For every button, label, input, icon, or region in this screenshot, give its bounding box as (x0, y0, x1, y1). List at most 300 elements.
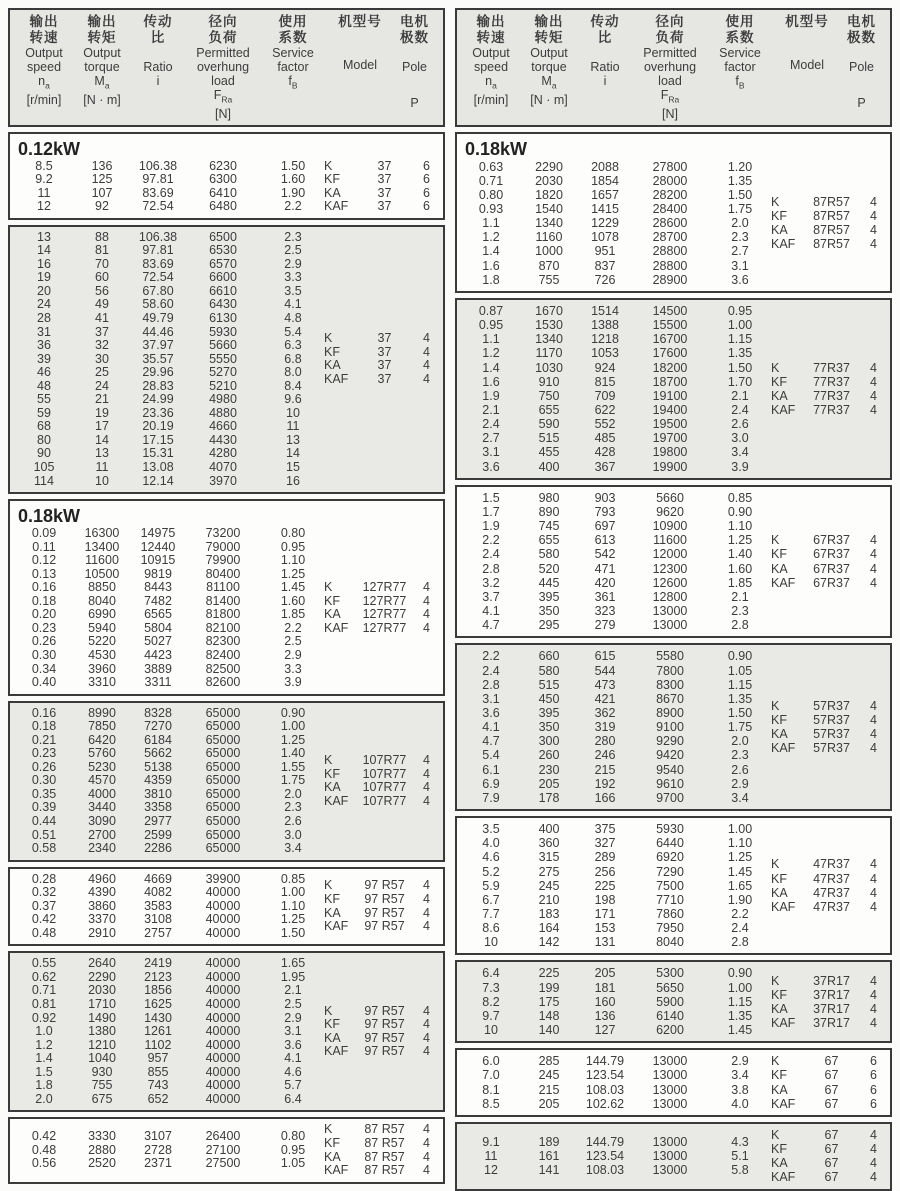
table-row (463, 216, 771, 230)
power-section-label: 0.12kW (18, 138, 81, 159)
service-factor: 1.25 (280, 732, 306, 747)
model-prefix: KA (324, 1149, 341, 1164)
output-speed: 9.1 (482, 1134, 500, 1149)
output-speed: 6.0 (482, 1054, 500, 1069)
service-factor: 10 (286, 405, 300, 420)
output-speed: 8.6 (482, 921, 500, 936)
header-col-model (324, 14, 396, 121)
model-code: 97 R57 (364, 1044, 405, 1059)
output-torque: 8850 (88, 580, 116, 595)
ratio: 924 (594, 360, 616, 375)
output-speed: 2.2 (482, 533, 500, 548)
ratio: 2728 (144, 1142, 172, 1157)
model-prefix: K (771, 973, 780, 988)
model-code: 87 R57 (364, 1163, 405, 1178)
overhung-load: 5550 (209, 351, 237, 366)
overhung-load: 7800 (656, 663, 684, 678)
service-factor: 1.60 (727, 561, 753, 576)
table-row (463, 460, 771, 474)
model-prefix: K (771, 698, 780, 713)
header-label-zh: 机型号 (785, 14, 829, 29)
header-label-zh: 电机 (847, 14, 876, 29)
output-speed: 46 (37, 365, 51, 380)
pole-count: 4 (423, 607, 430, 622)
model-code: 87R57 (813, 209, 850, 224)
model-prefix: KAF (324, 620, 349, 635)
output-speed: 28 (37, 310, 51, 325)
output-torque: 136 (91, 158, 113, 173)
column-header (8, 8, 445, 127)
output-torque: 11 (95, 459, 109, 474)
output-torque: 660 (538, 649, 560, 664)
table-row (463, 361, 771, 375)
model-block (771, 857, 880, 914)
model-code: 77R37 (813, 360, 850, 375)
header-label-zh: 传动 (590, 14, 620, 29)
ratio: 225 (594, 878, 616, 893)
header-label-zh: 传动 (143, 14, 173, 29)
ratio: 279 (594, 618, 616, 633)
pole-count: 4 (870, 561, 877, 576)
overhung-load: 6140 (656, 1008, 684, 1023)
model-prefix: KA (324, 905, 341, 920)
ratio: 485 (594, 431, 616, 446)
service-factor: 5.1 (731, 1149, 749, 1164)
output-torque: 1670 (535, 303, 563, 318)
model-row (324, 879, 433, 893)
overhung-load: 6440 (656, 836, 684, 851)
model-code: 67R37 (813, 561, 850, 576)
service-factor: 8.0 (284, 365, 302, 380)
overhung-load: 65000 (205, 773, 241, 788)
output-torque: 92 (95, 199, 109, 214)
output-torque: 3370 (88, 912, 116, 927)
output-speed: 0.71 (31, 983, 57, 998)
output-torque: 4570 (88, 773, 116, 788)
overhung-load: 40000 (205, 898, 241, 913)
ratio: 83.69 (142, 185, 174, 200)
overhung-load: 65000 (205, 786, 241, 801)
header-col-output-speed (463, 14, 519, 121)
output-torque: 4960 (88, 871, 116, 886)
ratio: 2088 (591, 159, 619, 174)
model-code: 87R57 (813, 223, 850, 238)
output-speed: 4.1 (482, 720, 500, 735)
model-block (324, 581, 433, 635)
service-factor: 3.3 (284, 270, 302, 285)
output-torque: 580 (538, 547, 560, 562)
output-torque: 3960 (88, 661, 116, 676)
pole-count: 4 (870, 1156, 877, 1171)
output-torque: 870 (538, 258, 560, 273)
model-row (324, 608, 433, 622)
service-factor: 1.45 (727, 864, 753, 879)
service-factor: 3.4 (731, 1068, 749, 1083)
header-col-service-factor (262, 14, 324, 121)
table-row (16, 420, 324, 434)
output-torque: 4000 (88, 786, 116, 801)
output-speed: 3.1 (482, 445, 500, 460)
output-torque: 350 (538, 720, 560, 735)
output-speed: 7.3 (482, 980, 500, 995)
table-row (16, 461, 324, 475)
output-speed: 8.5 (482, 1096, 500, 1111)
output-torque: 285 (538, 1054, 560, 1069)
model-row (771, 533, 880, 547)
model-prefix: KAF (771, 1170, 796, 1185)
header-label-zh: 输出 (29, 14, 59, 29)
table-row (16, 815, 324, 829)
overhung-load: 40000 (205, 925, 241, 940)
model-code: 67 (824, 1054, 839, 1069)
model-block (771, 974, 880, 1031)
overhung-load: 4980 (209, 392, 237, 407)
output-torque: 1820 (535, 187, 563, 202)
service-factor: 1.10 (727, 836, 753, 851)
ratio: 4082 (144, 885, 172, 900)
header-symbol-sub: a (45, 80, 50, 91)
model-code: 87R57 (813, 237, 850, 252)
ratio: 375 (594, 822, 616, 837)
table-row (463, 562, 771, 576)
output-torque: 164 (538, 921, 560, 936)
output-torque: 7850 (88, 719, 116, 734)
model-row (771, 237, 880, 251)
output-speed: 0.95 (478, 318, 504, 333)
output-torque: 161 (538, 1149, 560, 1164)
header-label-en: overhung (643, 60, 697, 74)
service-factor: 4.1 (284, 1051, 302, 1066)
pole-count: 4 (423, 331, 430, 346)
ratio: 1102 (144, 1037, 172, 1052)
ratio: 192 (594, 776, 616, 791)
service-factor: 6.4 (284, 1091, 302, 1106)
output-speed: 0.26 (31, 759, 57, 774)
header-symbol: $M_a$ (94, 74, 110, 91)
output-torque: 13 (95, 446, 109, 461)
model-block (771, 533, 880, 590)
model-code: 87 R57 (364, 1122, 405, 1137)
table-row (16, 312, 324, 326)
header-label-en: Model (789, 58, 825, 72)
model-prefix: K (324, 1003, 333, 1018)
service-factor: 6.8 (284, 351, 302, 366)
model-row (324, 1164, 433, 1178)
output-torque: 2700 (88, 827, 116, 842)
table-row (16, 1066, 324, 1080)
overhung-load: 28900 (652, 272, 688, 287)
model-prefix: KA (771, 223, 788, 238)
table-row (463, 332, 771, 346)
model-row (771, 1170, 880, 1184)
model-code: 37 (377, 172, 392, 187)
output-torque: 8990 (88, 705, 116, 720)
header-label-zh: 负荷 (208, 30, 238, 45)
output-speed: 9.7 (482, 1008, 500, 1023)
output-speed: 0.34 (31, 661, 57, 676)
model-row (771, 547, 880, 561)
overhung-load: 65000 (205, 746, 241, 761)
output-speed: 1.0 (35, 1024, 53, 1039)
table-row (16, 1157, 324, 1171)
service-factor: 1.95 (280, 969, 306, 984)
ratio: 28.83 (142, 378, 174, 393)
table-row (463, 445, 771, 459)
ratio: 361 (594, 589, 616, 604)
service-factor: 3.1 (731, 258, 749, 273)
service-factor: 1.65 (727, 878, 753, 893)
overhung-load: 6600 (209, 270, 237, 285)
output-torque: 6990 (88, 607, 116, 622)
output-torque: 175 (538, 994, 560, 1009)
table-row (16, 298, 324, 312)
ratio: 67.80 (142, 283, 174, 298)
model-row (324, 754, 433, 768)
spec-block (8, 499, 445, 696)
output-torque: 1530 (535, 318, 563, 333)
output-torque: 300 (538, 734, 560, 749)
service-factor: 2.4 (731, 403, 749, 417)
header-unit: [r/min] (26, 92, 62, 107)
output-torque: 107 (91, 185, 113, 200)
overhung-load: 40000 (205, 1051, 241, 1066)
overhung-load: 7290 (656, 864, 684, 879)
table-row (463, 664, 771, 678)
ratio: 24.99 (142, 392, 174, 407)
overhung-load: 9700 (656, 790, 684, 805)
header-symbol-sub: a (492, 80, 497, 91)
service-factor: 1.10 (280, 553, 306, 568)
service-factor: 2.3 (284, 229, 302, 244)
model-prefix: K (324, 878, 333, 893)
output-torque: 2290 (88, 969, 116, 984)
output-speed: 1.2 (482, 230, 500, 245)
model-code: 107R77 (362, 753, 407, 768)
model-code: 87 R57 (364, 1149, 405, 1164)
output-speed: 2.8 (482, 677, 500, 692)
header-col-ratio (132, 14, 184, 121)
output-torque: 2290 (535, 159, 563, 174)
model-row (771, 1002, 880, 1016)
table-row (16, 957, 324, 971)
service-factor: 2.3 (731, 230, 749, 245)
output-speed: 0.23 (31, 620, 57, 635)
model-code: 37R17 (813, 1016, 850, 1031)
spec-block (8, 1117, 445, 1183)
pole-count: 4 (870, 899, 877, 914)
output-torque: 1710 (88, 997, 116, 1012)
output-torque: 3440 (88, 800, 116, 815)
header-label-en: load (658, 74, 682, 88)
output-speed: 0.63 (478, 159, 504, 174)
output-speed: 0.51 (31, 827, 57, 842)
output-speed: 2.8 (482, 561, 500, 576)
output-speed: 1.8 (35, 1078, 53, 1093)
output-torque: 81 (95, 243, 109, 258)
output-torque: 245 (538, 878, 560, 893)
ratio: 106.38 (138, 229, 178, 244)
header-label-zh: 转矩 (534, 30, 564, 45)
overhung-load: 65000 (205, 800, 241, 815)
table-row (463, 188, 771, 202)
header-label-zh: 比 (150, 30, 166, 45)
output-torque: 675 (91, 1091, 113, 1106)
output-speed: 0.18 (31, 719, 57, 734)
pole-count: 6 (423, 185, 430, 200)
output-speed: 4.7 (482, 734, 500, 749)
data-rows (16, 160, 324, 214)
service-factor: 0.90 (727, 966, 753, 981)
output-speed: 36 (37, 338, 51, 353)
ratio: 9819 (144, 566, 172, 581)
pole-count: 4 (423, 1044, 430, 1059)
ratio: 44.46 (142, 324, 174, 339)
ratio: 613 (594, 533, 616, 548)
table-row (463, 304, 771, 318)
service-factor: 16 (286, 473, 300, 488)
overhung-load: 7500 (656, 878, 684, 893)
service-factor: 1.35 (727, 346, 753, 361)
pole-count: 4 (423, 1017, 430, 1032)
output-speed: 2.1 (482, 403, 500, 417)
model-row (324, 768, 433, 782)
output-speed: 7.7 (482, 907, 500, 921)
header-unit: [N] (662, 106, 678, 121)
model-prefix: K (324, 331, 333, 346)
overhung-load: 12800 (652, 589, 688, 604)
model-prefix: KF (324, 1017, 340, 1032)
model-row (771, 857, 880, 871)
service-factor: 2.6 (731, 762, 749, 777)
overhung-load: 65000 (205, 841, 241, 856)
table-row (16, 774, 324, 788)
model-code: 107R77 (362, 766, 407, 781)
output-speed: 39 (37, 351, 51, 366)
service-factor: 2.1 (731, 589, 749, 604)
model-code: 47R37 (813, 871, 850, 886)
header-col-pole (843, 14, 880, 121)
output-torque: 70 (95, 256, 109, 271)
overhung-load: 40000 (205, 1010, 241, 1025)
model-row (324, 1005, 433, 1019)
pole-count: 6 (423, 199, 430, 214)
block-body (16, 707, 437, 856)
table-row (463, 865, 771, 879)
overhung-load: 4660 (209, 419, 237, 434)
ratio: 3358 (144, 800, 172, 815)
table-row (16, 187, 324, 201)
header-col-output-torque (519, 14, 579, 121)
header-label-en: overhung (196, 60, 250, 74)
output-speed: 0.30 (31, 648, 57, 662)
table-row (463, 1009, 771, 1023)
output-speed: 1.7 (482, 504, 500, 519)
output-torque: 6420 (88, 732, 116, 747)
model-prefix: KF (771, 1068, 787, 1083)
service-factor: 0.90 (727, 649, 753, 664)
overhung-load: 12300 (652, 561, 688, 576)
table-row (463, 791, 771, 805)
service-factor: 3.6 (731, 272, 749, 287)
data-rows (463, 1135, 771, 1177)
output-speed: 4.6 (482, 850, 500, 865)
header-label-zh: 比 (597, 30, 613, 45)
table-row (16, 801, 324, 815)
model-code: 77R37 (813, 374, 850, 389)
output-torque: 205 (538, 776, 560, 791)
model-row (324, 1151, 433, 1165)
output-torque: 5220 (88, 634, 116, 649)
table-row (463, 431, 771, 445)
pole-count: 4 (423, 766, 430, 781)
service-factor: 2.9 (284, 648, 302, 662)
overhung-load: 8300 (656, 677, 684, 692)
overhung-load: 40000 (205, 912, 241, 927)
output-speed: 11 (484, 1149, 498, 1164)
table-row (16, 761, 324, 775)
spec-block (8, 867, 445, 947)
table-row (16, 393, 324, 407)
table-row (16, 1130, 324, 1144)
output-torque: 148 (538, 1008, 560, 1023)
ratio: 1430 (144, 1010, 172, 1025)
model-code: 87 R57 (364, 1135, 405, 1150)
output-torque: 1040 (88, 1051, 116, 1066)
service-factor: 2.0 (731, 734, 749, 749)
output-torque: 5940 (88, 620, 116, 635)
output-speed: 1.6 (482, 258, 500, 273)
service-factor: 2.7 (731, 244, 749, 259)
model-code: 67 (824, 1127, 839, 1142)
output-speed: 4.0 (482, 836, 500, 851)
output-torque: 655 (538, 533, 560, 548)
pole-count: 4 (870, 575, 877, 590)
ratio: 153 (594, 921, 616, 936)
table-row (16, 447, 324, 461)
block-body (463, 491, 884, 633)
output-speed: 0.40 (31, 675, 57, 690)
block-body (463, 1128, 884, 1185)
header-symbol: i (156, 74, 160, 88)
ratio: 6184 (144, 732, 172, 747)
header-col-overhung-load (631, 14, 709, 121)
table-row (463, 491, 771, 505)
service-factor: 2.8 (731, 618, 749, 633)
service-factor: 1.75 (727, 720, 753, 735)
table-row (463, 505, 771, 519)
model-row (324, 893, 433, 907)
pole-count: 4 (423, 580, 430, 595)
ratio: 473 (594, 677, 616, 692)
header-unit: [N] (215, 106, 231, 121)
pole-count: 4 (423, 891, 430, 906)
service-factor: 1.00 (280, 719, 306, 734)
service-factor: 0.90 (280, 705, 306, 720)
ratio: 205 (594, 966, 616, 981)
output-speed: 1.4 (482, 360, 500, 375)
overhung-load: 79900 (205, 553, 241, 568)
table-row (463, 202, 771, 216)
output-speed: 31 (37, 324, 51, 339)
model-code: 37R17 (813, 987, 850, 1002)
model-prefix: KA (771, 1156, 788, 1171)
output-torque: 199 (538, 980, 560, 995)
table-row (16, 353, 324, 367)
block-body (463, 966, 884, 1037)
ratio: 256 (594, 864, 616, 879)
model-row (324, 173, 433, 187)
table-row (463, 1149, 771, 1163)
